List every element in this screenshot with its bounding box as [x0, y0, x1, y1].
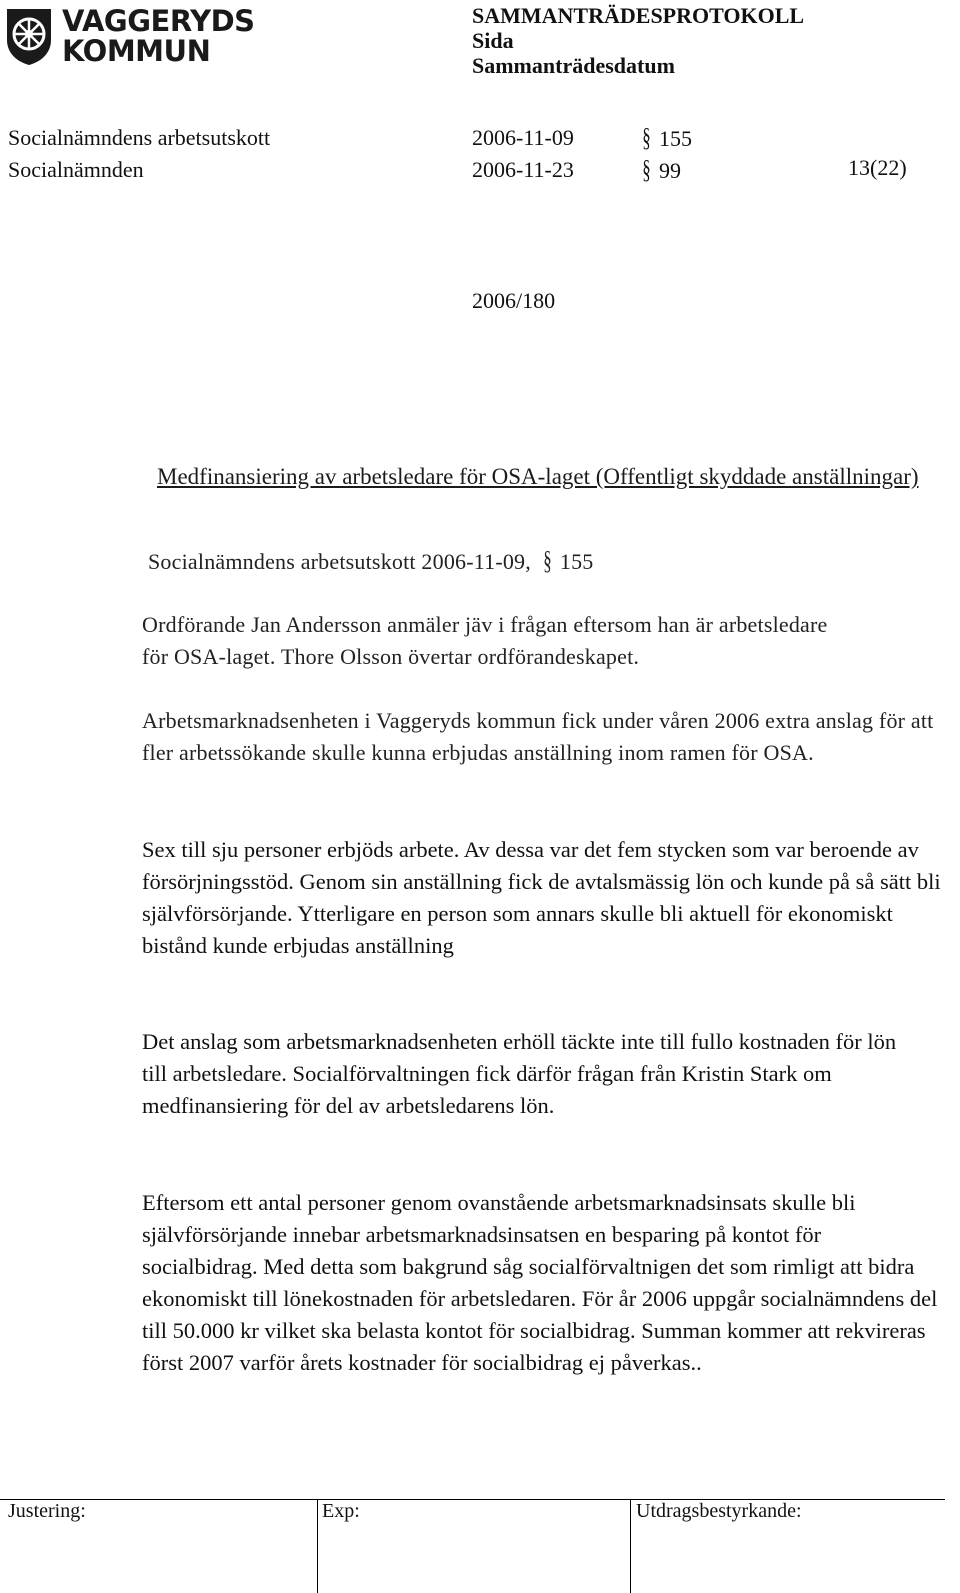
- paragraph-disqualification: Ordförande Jan Andersson anmäler jäv i frågan eftersom han är arbetsledare för OSA-laget. Thore Olsson övertar ordförandeskapet.: [142, 612, 828, 669]
- justering-label: Justering:: [8, 1500, 86, 1522]
- paragraph-funding-request: Det anslag som arbetsmarknadsenheten erhöll täckte inte till fullo kostnaden för lön till arbetsledare. Socialförvaltningen fick därför frågan från Kristin Stark om medfinansiering för del av arbetsledarens lön.: [142, 1029, 897, 1118]
- exp-label: Exp:: [322, 1500, 360, 1522]
- case-number: 2006/180: [472, 288, 556, 313]
- meeting-date-label: Sammanträdesdatum: [472, 53, 675, 78]
- section-sign-icon: §: [642, 155, 651, 184]
- page-number: 13(22): [848, 155, 907, 180]
- municipality-logo: [4, 4, 255, 70]
- item-title: Medfinansiering av arbetsledare för OSA-laget (Offentligt skyddade anställningar): [157, 464, 919, 489]
- section-sign-icon: §: [542, 546, 552, 575]
- footer-column-divider: [317, 1499, 318, 1593]
- document-type: SAMMANTRÄDESPROTOKOLL: [472, 3, 805, 28]
- meeting-reference: Socialnämndens arbetsutskott 2006-11-09, § 155: [148, 546, 594, 575]
- meeting-paragraph-2: § 99: [642, 155, 681, 184]
- utdragsbestyrkande-label: Utdragsbestyrkande:: [636, 1500, 802, 1522]
- page-label: Sida: [472, 28, 514, 53]
- paragraph-background: Arbetsmarknadsenheten i Vaggeryds kommun fick under våren 2006 extra anslag för att fler arbetssökande skulle kunna erbjudas anställning inom ramen för OSA.: [142, 708, 934, 765]
- meeting-date-2: 2006-11-23: [472, 157, 574, 182]
- meeting-body-2: Socialnämnden: [8, 157, 144, 182]
- logo-line-1: VAGGERYDS: [62, 4, 255, 38]
- paragraph-employment: Sex till sju personer erbjöds arbete. Av dessa var det fem stycken som var beroende av försörjningsstöd. Genom sin anställning fick de avtalsmässig lön och kunde på så sätt bli självförsörjande. Ytterligare en person som annars skulle bli aktuell för ekonomiskt bistånd kunde erbjudas anställning: [142, 837, 941, 958]
- section-sign-icon: §: [642, 123, 651, 152]
- meeting-paragraph-1: § 155: [642, 123, 692, 152]
- meeting-body-1: Socialnämndens arbetsutskott: [8, 125, 271, 150]
- paragraph-decision-basis: Eftersom ett antal personer genom ovanstående arbetsmarknadsinsats skulle bli självförsörjande innebar arbetsmarknadsinsatsen en besparing på kontot för socialbidrag. Med detta som bakgrund såg socialförvaltnigen det som rimligt att bidra ekonomiskt till lönekostnaden för arbetsledaren. För år 2006 uppgår socialnämndens del till 50.000 kr vilket ska belasta kontot för socialbidrag. Summan kommer att rekvireras först 2007 varför årets kostnader för socialbidrag ej påverkas..: [142, 1190, 938, 1375]
- footer-column-divider: [630, 1499, 631, 1593]
- meeting-date-1: 2006-11-09: [472, 125, 574, 150]
- coat-of-arms-icon: [4, 6, 54, 66]
- footer-divider: [0, 1499, 945, 1500]
- logo-line-2: KOMMUN: [62, 34, 211, 68]
